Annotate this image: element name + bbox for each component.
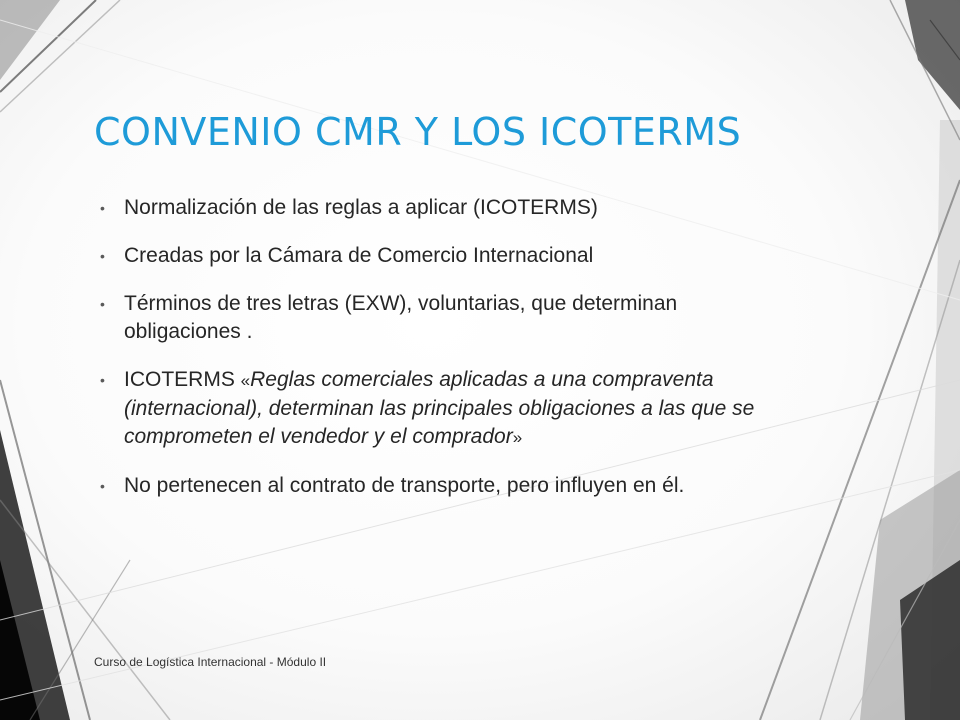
bullet-text: Normalización de las reglas a aplicar (ICOTERMS) xyxy=(124,196,598,219)
bullet-text-prefix: ICOTERMS xyxy=(124,368,241,391)
bullet-item-icoterms-definition xyxy=(96,366,776,452)
bullet-quote-italic: Reglas comerciales aplicadas a una compraventa (internacional), determinan las principales obligaciones a las que se comprometen el vendedor y el comprador xyxy=(124,368,755,448)
bullet-item-terminos xyxy=(96,290,776,346)
bullet-list xyxy=(96,194,776,520)
bullet-text: No pertenecen al contrato de transporte, pero influyen en él. xyxy=(124,474,685,497)
bullet-item-transporte xyxy=(96,472,776,500)
bullet-item-camara xyxy=(96,242,776,270)
bullet-text: Creadas por la Cámara de Comercio Internacional xyxy=(124,244,594,267)
bullet-text: Términos de tres letras (EXW), voluntarias, que determinan obligaciones . xyxy=(124,292,678,343)
close-quote: » xyxy=(512,428,523,447)
bullet-dot-icon: • xyxy=(100,478,105,494)
bullet-dot-icon: • xyxy=(100,248,105,264)
slide-footer: Curso de Logística Internacional - Módulo II xyxy=(94,655,327,669)
open-quote: « xyxy=(240,371,251,390)
bullet-dot-icon: • xyxy=(100,372,105,388)
bullet-dot-icon: • xyxy=(100,296,105,312)
slide-title: CONVENIO CMR Y LOS ICOTERMS xyxy=(94,110,742,154)
bullet-item-normalizacion xyxy=(96,194,776,222)
bullet-dot-icon: • xyxy=(100,200,105,216)
